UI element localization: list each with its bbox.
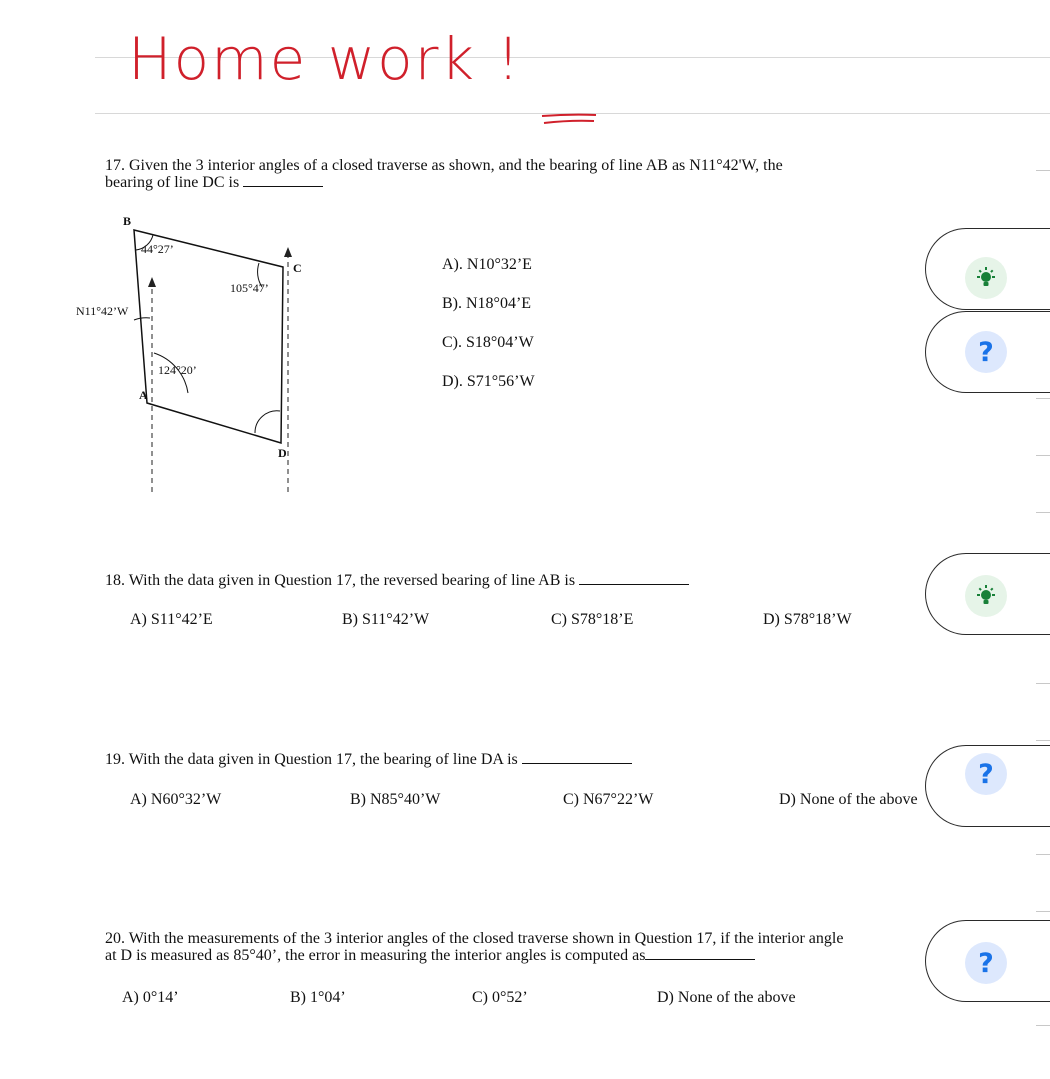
- q20-option-a[interactable]: A) 0°14’: [122, 989, 179, 1006]
- help-button[interactable]: [965, 753, 1007, 795]
- q19-option-a[interactable]: A) N60°32’W: [130, 791, 222, 808]
- answer-blank: [645, 947, 755, 960]
- q20-option-d[interactable]: D) None of the above: [657, 989, 796, 1006]
- question-18: [105, 572, 689, 589]
- q19-option-d[interactable]: D) None of the above: [779, 791, 918, 808]
- question-18-text: 18. With the data given in Question 17, the reversed bearing of line AB is: [105, 572, 576, 589]
- q17-option-b[interactable]: B). N18°04’E: [442, 295, 532, 312]
- q17-option-d[interactable]: D). S71°56’W: [442, 373, 535, 390]
- angle-label-c: 105°47’: [230, 281, 269, 295]
- handwritten-heading: Home work !: [128, 25, 522, 93]
- question-icon: ?: [978, 947, 994, 979]
- question-icon: ?: [978, 758, 994, 790]
- q19-option-c[interactable]: C) N67°22’W: [563, 791, 654, 808]
- question-icon: ?: [978, 336, 994, 368]
- q18-option-a[interactable]: A) S11°42’E: [130, 611, 213, 628]
- q17-option-a[interactable]: A). N10°32’E: [442, 256, 532, 273]
- question-20-line2: at D is measured as 85°40’, the error in measuring the interior angles is computed as: [105, 947, 646, 964]
- question-19: [105, 751, 632, 768]
- angle-label-b: 44°27’: [141, 242, 174, 256]
- answer-blank: [522, 751, 632, 764]
- q17-option-c[interactable]: C). S18°04’W: [442, 334, 534, 351]
- question-17-line1: 17. Given the 3 interior angles of a closed traverse as shown, and the bearing of line AB as N11°42'W, the: [105, 157, 783, 174]
- vertex-label-c: C: [293, 261, 302, 275]
- answer-blank: [579, 572, 689, 585]
- q20-option-b[interactable]: B) 1°04’: [290, 989, 346, 1006]
- question-20: [105, 930, 935, 964]
- hint-button[interactable]: [965, 575, 1007, 617]
- question-20-line1: 20. With the measurements of the 3 interior angles of the closed traverse shown in Question 17, if the interior angle: [105, 930, 844, 947]
- question-17-line2: bearing of line DC is: [105, 174, 240, 191]
- traverse-diagram: [70, 205, 330, 505]
- lightbulb-icon: [973, 583, 999, 609]
- q18-option-c[interactable]: C) S78°18’E: [551, 611, 634, 628]
- angle-label-a: 124°20’: [158, 363, 197, 377]
- bearing-label-ab: N11°42’W: [76, 304, 129, 318]
- answer-blank: [243, 174, 323, 187]
- question-17: [105, 157, 965, 191]
- q20-option-c[interactable]: C) 0°52’: [472, 989, 528, 1006]
- q19-option-b[interactable]: B) N85°40’W: [350, 791, 441, 808]
- help-button[interactable]: [965, 942, 1007, 984]
- vertex-label-d: D: [278, 446, 287, 460]
- hint-button[interactable]: [965, 257, 1007, 299]
- lightbulb-icon: [973, 265, 999, 291]
- q18-option-b[interactable]: B) S11°42’W: [342, 611, 430, 628]
- heading-underline: [540, 112, 600, 128]
- help-button[interactable]: [965, 331, 1007, 373]
- q18-option-d[interactable]: D) S78°18’W: [763, 611, 852, 628]
- vertex-label-a: A: [139, 388, 148, 402]
- vertex-label-b: B: [123, 214, 132, 228]
- question-19-text: 19. With the data given in Question 17, the bearing of line DA is: [105, 751, 518, 768]
